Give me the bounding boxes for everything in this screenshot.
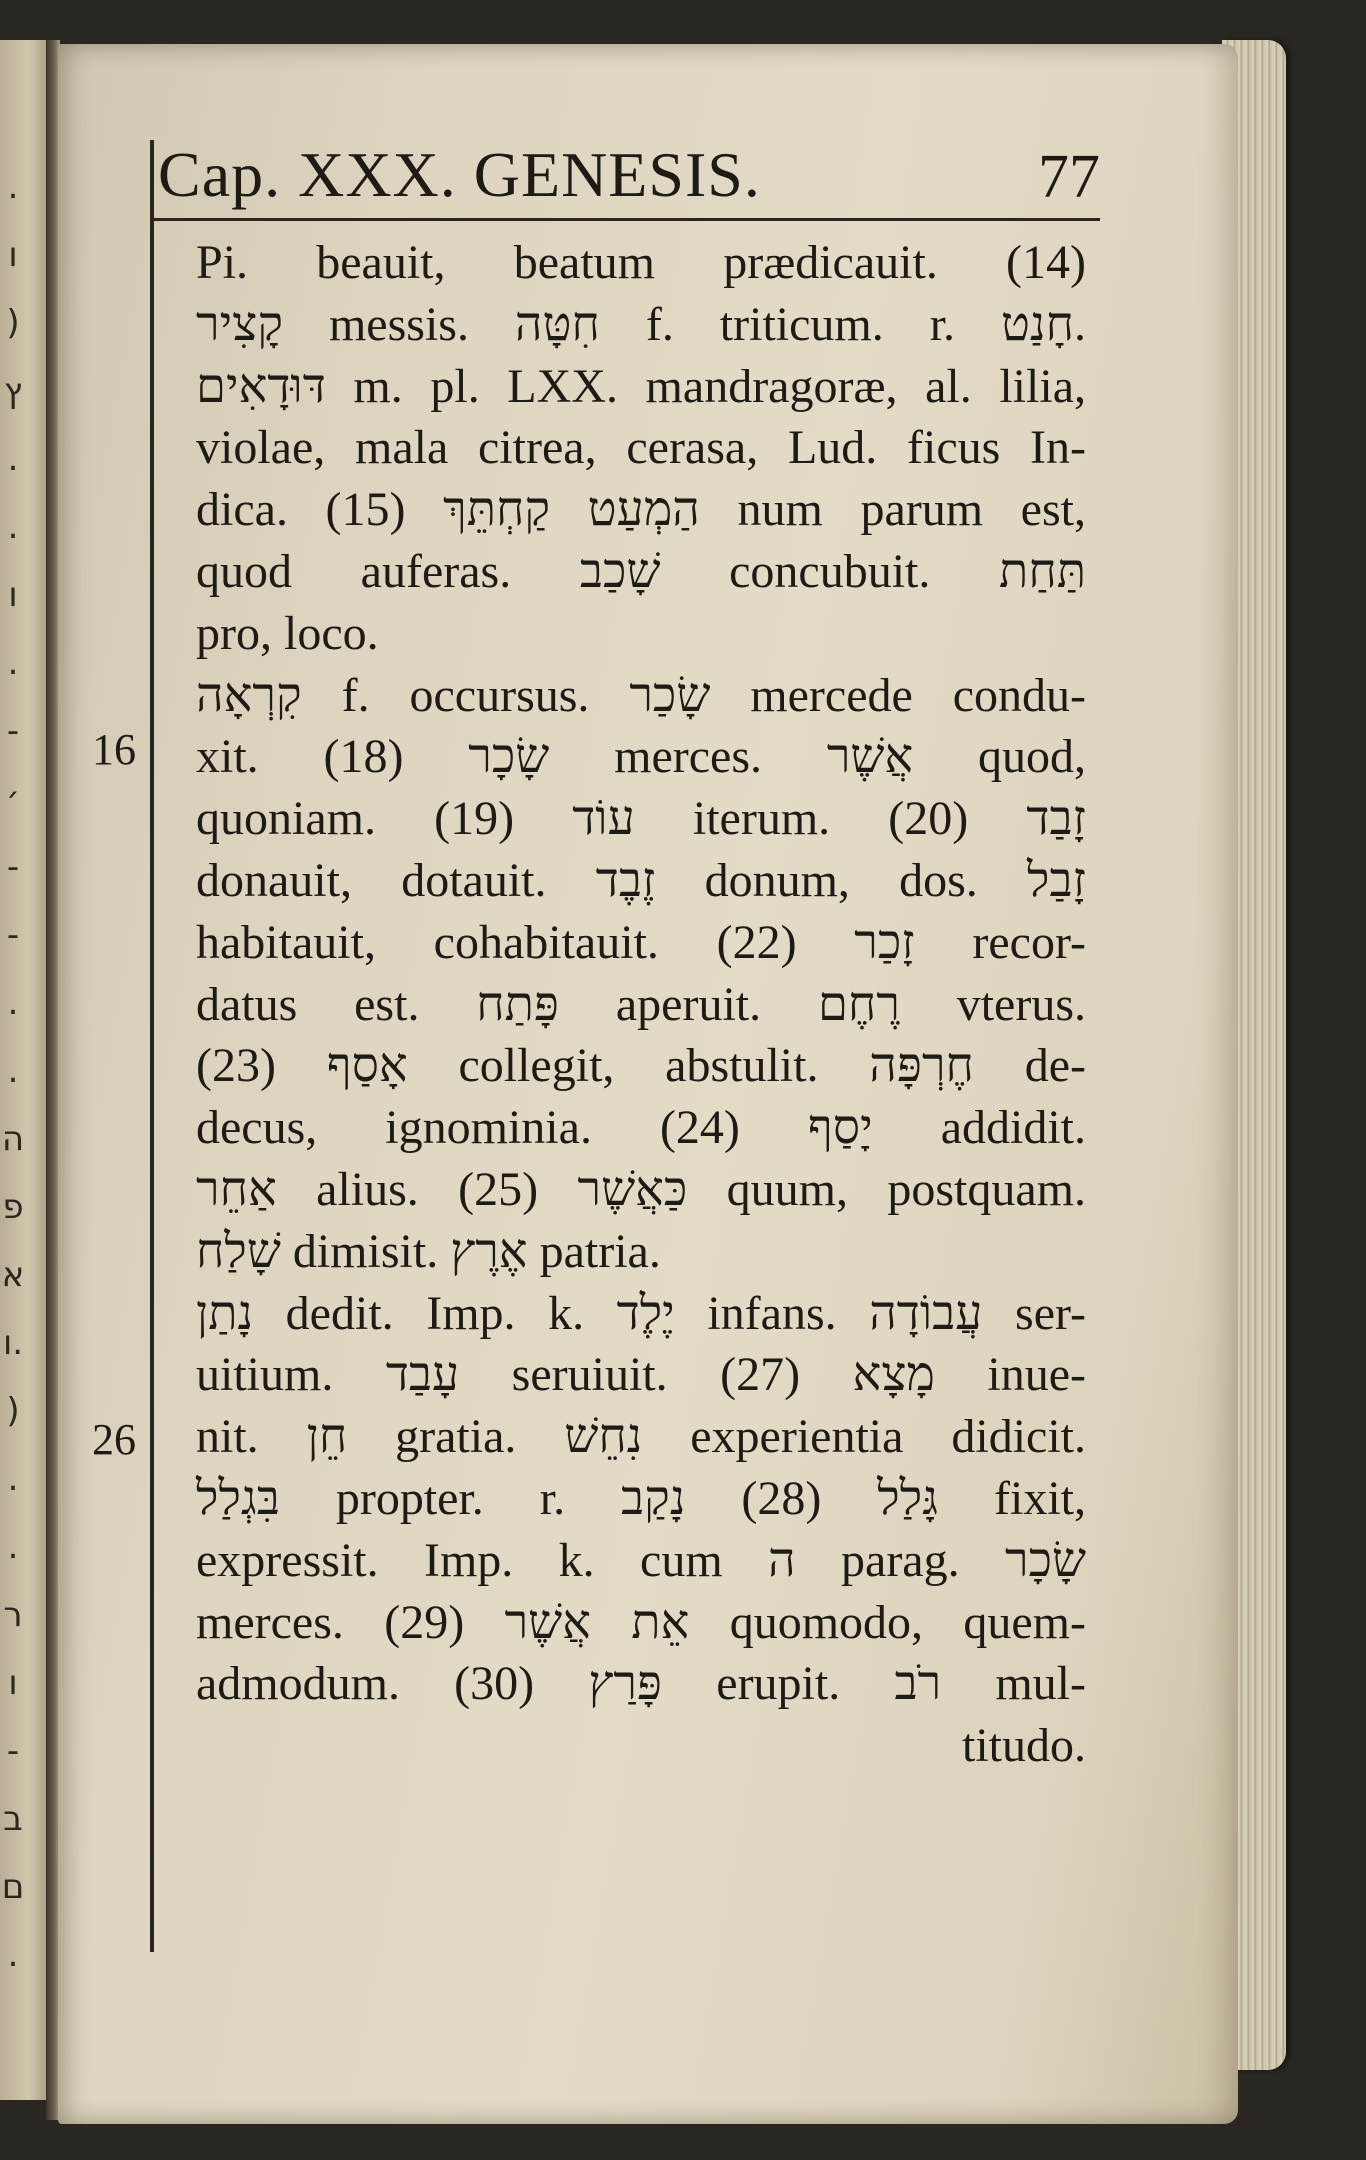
facing-page-glyph: ו.	[2, 1323, 24, 1363]
facing-page-glyph: פ	[2, 1187, 24, 1227]
facing-page-glyph: ה	[1, 1119, 25, 1159]
text-line: titudo.	[961, 1719, 1086, 1773]
text-line: uitium. עָבַד seruiuit. (27) מָצָא inue-	[196, 1348, 1087, 1402]
text-line: quoniam. (19) עוֹד iterum. (20) זָבַד	[196, 792, 1086, 846]
text-line: pro, loco.	[196, 606, 379, 660]
facing-page-glyph: ב	[3, 1799, 23, 1839]
facing-page-glyph: -	[6, 1731, 20, 1771]
line-number-26: 26	[92, 1415, 136, 1464]
facing-page-glyph: .	[7, 1459, 19, 1499]
facing-page-glyph: .	[7, 167, 19, 207]
facing-page-glyph: ץ	[3, 371, 23, 411]
facing-page-glyph: )	[6, 1391, 20, 1431]
facing-page-glyph: .	[7, 643, 19, 683]
text-line: nit. חֵן gratia. נִחֵשׁ experientia didicit.	[196, 1410, 1087, 1464]
margin-rule	[150, 140, 154, 1952]
facing-page-glyph: -	[6, 711, 20, 751]
text-line: שָׁלַח dimisit. אֶרֶץ patria.	[196, 1224, 661, 1278]
text-line: decus, ignominia. (24) יָסַף addidit.	[196, 1101, 1087, 1155]
text-line: xit. (18) שָׂכָר merces. אֲשֶׁר quod,	[196, 730, 1087, 784]
text-line: expressit. Imp. k. cum ה parag. שָׂכָר	[196, 1533, 1087, 1587]
facing-page-glyph: ו	[8, 235, 18, 275]
facing-page-glyph: )	[6, 303, 20, 343]
text-line: donauit, dotauit. זֶבֶד donum, dos. זָבַל	[196, 853, 1086, 907]
text-line: dica. (15) הַמְעַט קַחְתֵּךְ num parum est,	[196, 483, 1087, 537]
facing-page-glyph: ׳	[5, 779, 21, 819]
facing-page-glyph: ו	[8, 1663, 18, 1703]
page-header	[150, 138, 1100, 218]
text-line: דּוּדָאִים m. pl. LXX. mandragoræ, al. lilia,	[196, 359, 1086, 413]
facing-page-glyph: .	[7, 1051, 19, 1091]
text-line: merces. (29) אֵת אֲשֶׁר quomodo, quem-	[196, 1595, 1086, 1649]
facing-page-glyph: א	[1, 1255, 25, 1295]
facing-page-glyph: .	[7, 1935, 19, 1975]
text-line: admodum. (30) פָּרַץ erupit. רֹב mul-	[196, 1657, 1087, 1711]
facing-page-glyph: .	[7, 1527, 19, 1567]
line-number-16: 16	[92, 725, 136, 774]
text-line: אַחֵר alius. (25) כַּאֲשֶׁר quum, postquam.	[196, 1162, 1087, 1216]
facing-page-glyph: .	[7, 983, 19, 1023]
running-head: Cap. XXX. GENESIS.	[158, 139, 761, 210]
text-line: בִּגְלַל propter. r. גָּלַל (28) נָקַב fixit,	[196, 1471, 1086, 1525]
facing-page-glyph: ם	[1, 1867, 25, 1907]
text-line: quod auferas. שָׁכַב concubuit. תַּחַת	[196, 544, 1086, 598]
text-line: נָתַן dedit. Imp. k. יֶלֶד infans. עֲבוֹדָה ser-	[196, 1286, 1087, 1340]
text-line: קִרְאָה f. occursus. שָׂכַר mercede condu-	[196, 668, 1087, 722]
header-rule	[150, 218, 1100, 221]
facing-page-glyph: .	[7, 507, 19, 547]
facing-page-glyph: -	[6, 847, 20, 887]
text-line: קָצִיר messis. חִטָּה f. triticum. r. חָנַט.	[196, 297, 1086, 351]
text-line: habitauit, cohabitauit. (22) זָכַר recor-	[196, 915, 1086, 969]
text-line: datus est. פָּתַח aperuit. רֶחֶם vterus.	[196, 977, 1086, 1031]
dictionary-text	[196, 232, 1086, 1777]
facing-page-glyph: .	[7, 439, 19, 479]
text-line: violae, mala citrea, cerasa, Lud. ficus In-	[196, 421, 1086, 475]
text-line: Pi. beauit, beatum prædicauit. (14)	[196, 236, 1086, 289]
page-number: 77	[1038, 143, 1100, 211]
facing-page-glyph: -	[6, 915, 20, 955]
facing-page-glyph: ו	[8, 575, 18, 615]
facing-page-glyph: ר	[3, 1595, 23, 1635]
text-line: (23) אָסַף collegit, abstulit. חֶרְפָּה de-	[196, 1039, 1087, 1093]
